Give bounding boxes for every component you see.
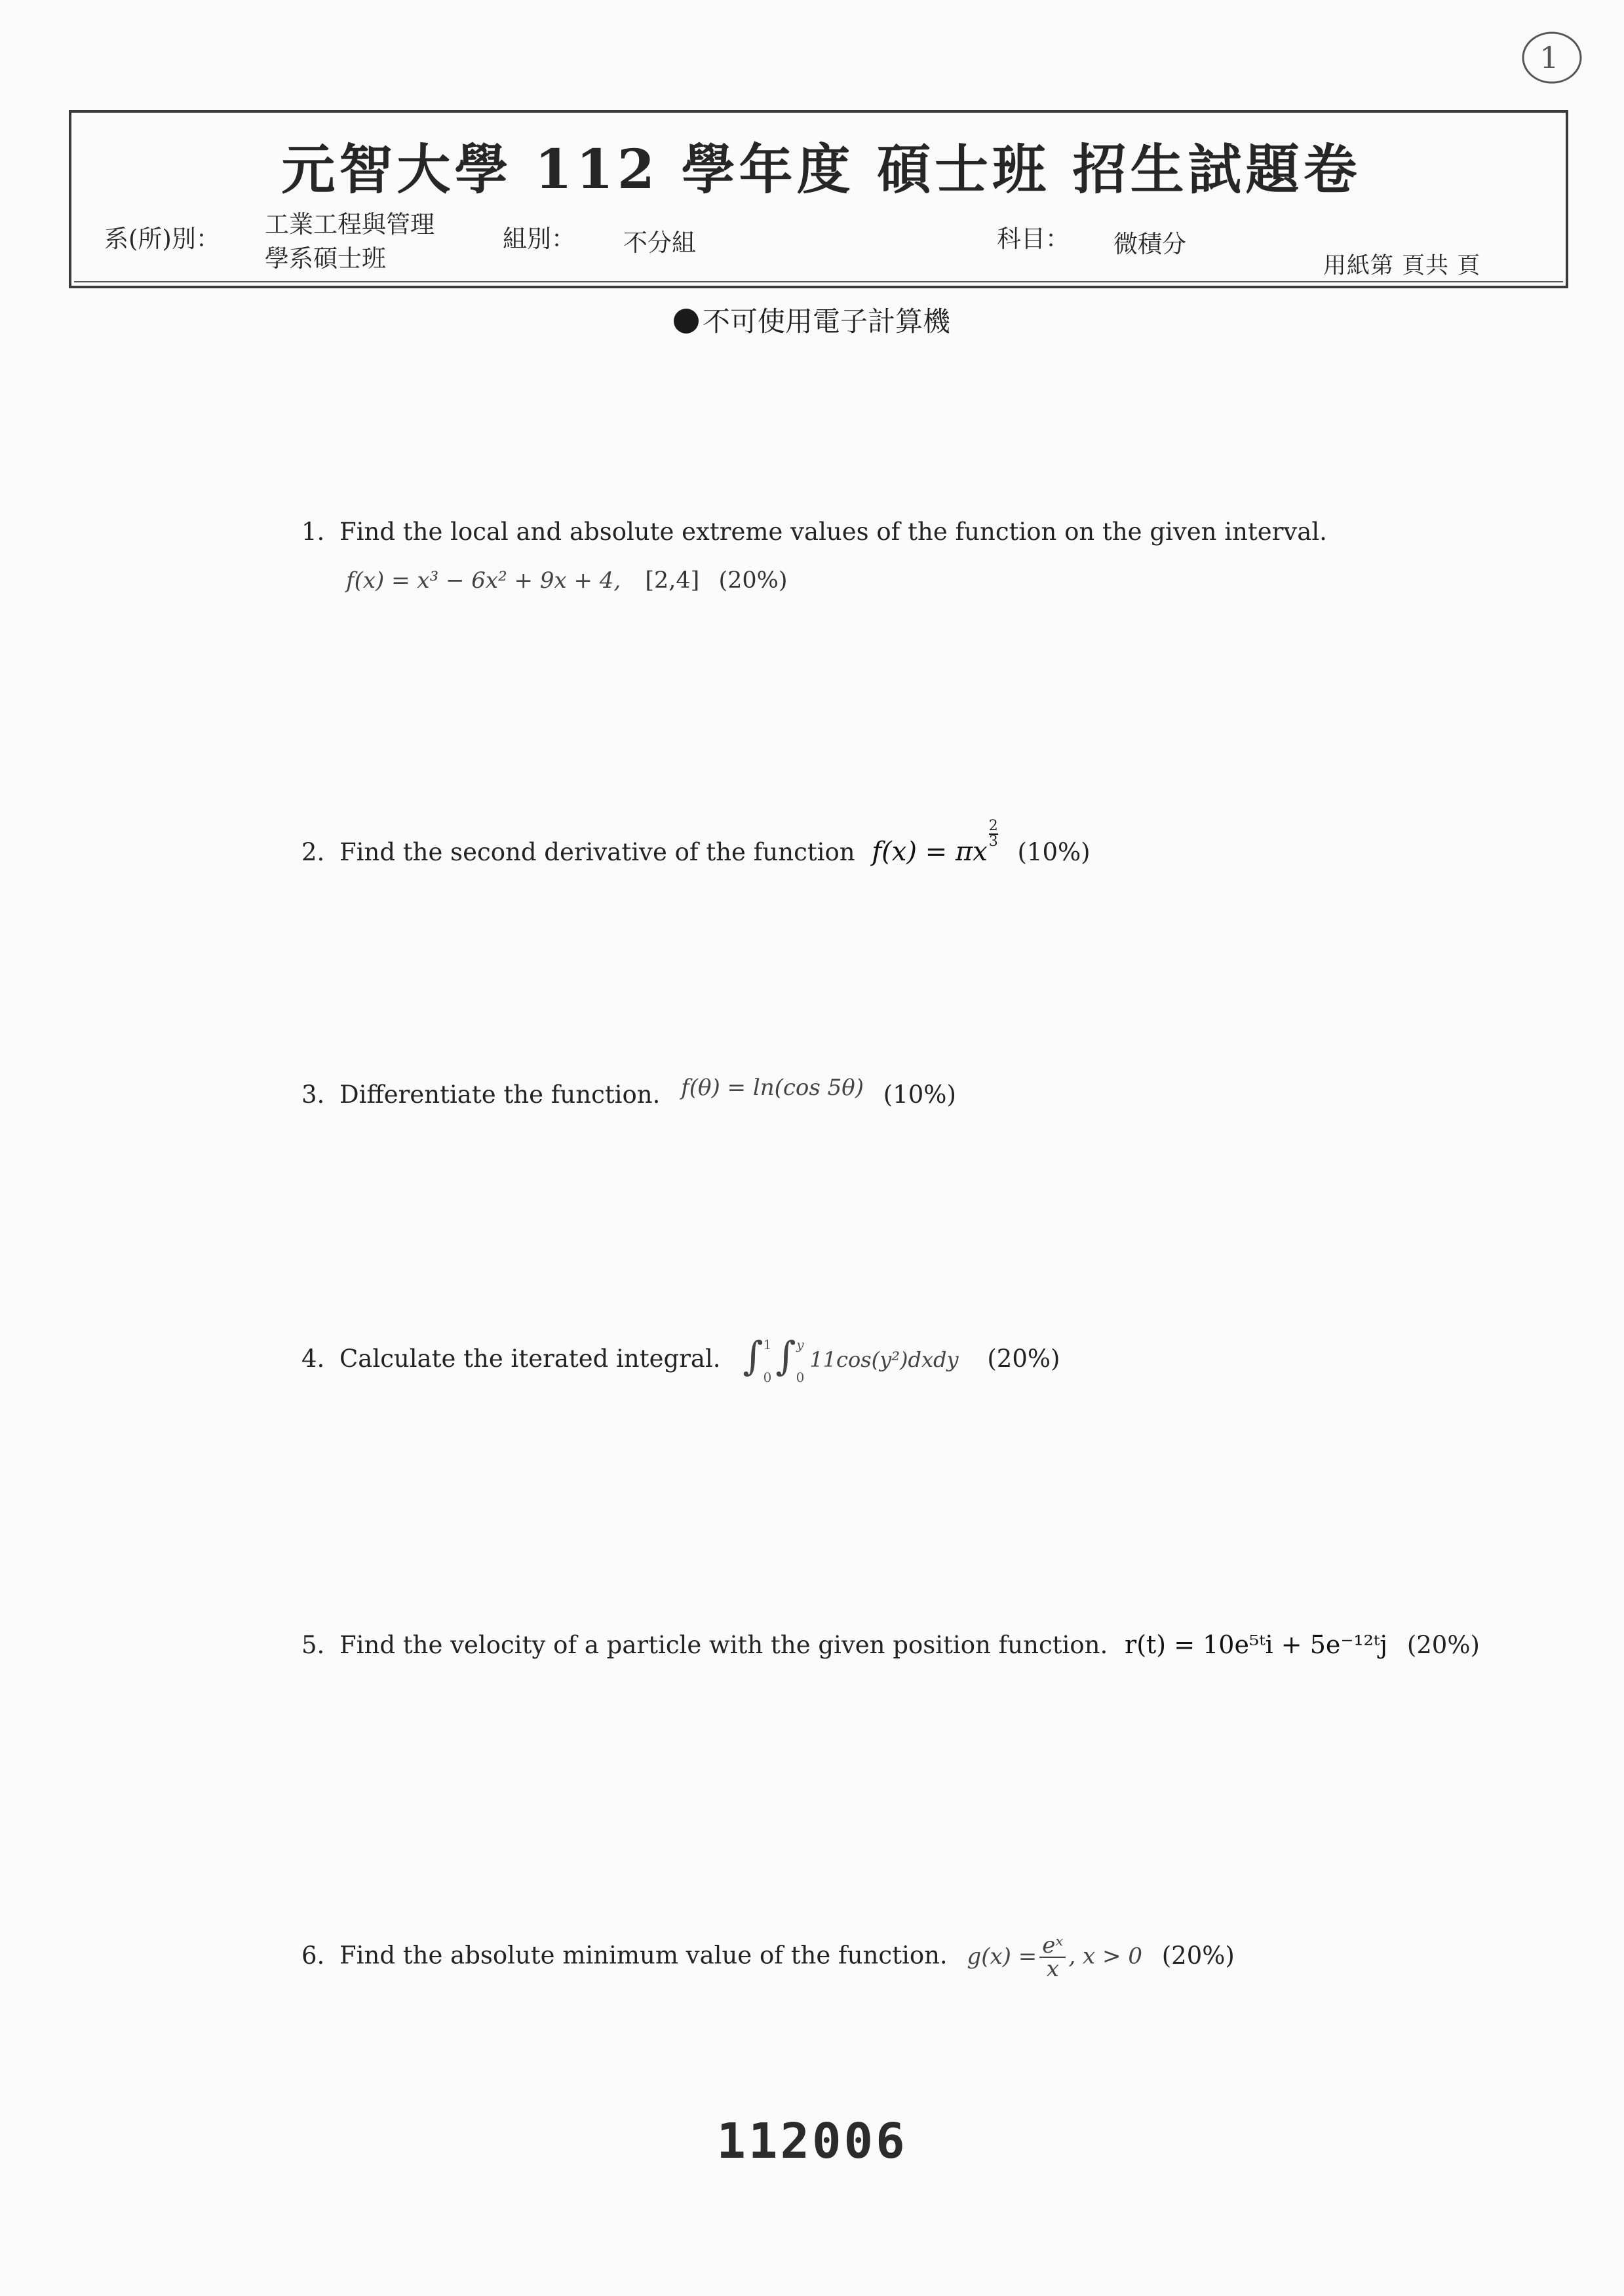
fraction-denominator: x — [1046, 1956, 1059, 1982]
exam-code: 112006 — [716, 2113, 908, 2170]
fractional-exponent — [989, 819, 998, 849]
exam-title: 元智大學 112 學年度 碩士班 招生試題卷 — [281, 138, 1361, 201]
fraction-numerator: eˣ — [1039, 1934, 1066, 1958]
question-weight: (20%) — [1406, 1631, 1480, 1659]
question-formula: f(x) = x³ − 6x² + 9x + 4, — [346, 567, 621, 594]
integral-sign-icon: ∫ — [775, 1333, 796, 1379]
exam-header-box — [69, 110, 1568, 288]
question-5 — [301, 1630, 1480, 1659]
integral-limits-outer — [764, 1338, 772, 1384]
formula-condition: , x > 0 — [1068, 1943, 1142, 1970]
question-6 — [301, 1934, 1235, 1980]
question-formula: r(t) = 10e⁵ᵗi + 5e⁻¹²ᵗj — [1125, 1630, 1388, 1659]
department-value-line2: 學系碩士班 — [265, 244, 386, 273]
question-text: Find the velocity of a particle with the given position function. — [339, 1631, 1108, 1659]
question-number: 1. — [301, 518, 325, 546]
calculator-notice-text: 不可使用電子計算機 — [702, 305, 950, 337]
svg-text:1: 1 — [1539, 40, 1559, 75]
sheet-page-info: 用紙第 頁共 頁 — [1323, 253, 1481, 279]
question-number: 3. — [301, 1081, 325, 1109]
question-weight: (10%) — [883, 1081, 956, 1109]
question-formula: f(θ) = ln(cos 5θ) — [681, 1075, 864, 1101]
question-weight: (10%) — [1017, 838, 1091, 866]
department-label: 系(所)別： — [104, 225, 220, 253]
question-1-formula-line — [346, 567, 788, 594]
question-number: 4. — [301, 1345, 325, 1373]
calculator-notice — [0, 300, 1624, 339]
question-number: 2. — [301, 838, 325, 866]
department-value-line1: 工業工程與管理 — [265, 210, 435, 239]
question-number: 6. — [301, 1941, 325, 1970]
exponent-numerator: 2 — [988, 818, 998, 834]
question-text: Calculate the iterated integral. — [339, 1345, 721, 1373]
question-3 — [301, 1075, 956, 1109]
upper-limit: y — [796, 1336, 804, 1352]
question-formula: f(x) = πx — [872, 837, 988, 867]
lower-limit: 0 — [763, 1369, 772, 1385]
bullet-dot-icon — [674, 309, 699, 334]
subject-value: 微積分 — [1113, 230, 1186, 258]
question-weight: (20%) — [1161, 1941, 1235, 1970]
integrand: 11cos(y²)dxdy — [809, 1347, 959, 1372]
formula-lhs: g(x) = — [967, 1943, 1037, 1970]
integral-limits-inner — [796, 1338, 805, 1384]
question-text: Differentiate the function. — [339, 1081, 661, 1109]
question-weight: (20%) — [987, 1345, 1060, 1373]
question-weight: (20%) — [718, 567, 788, 594]
group-label: 組別： — [503, 225, 575, 253]
question-text: Find the local and absolute extreme values of the function on the given interval. — [339, 518, 1327, 546]
upper-limit: 1 — [763, 1336, 772, 1352]
lower-limit: 0 — [796, 1369, 805, 1385]
question-1 — [301, 518, 1327, 546]
fraction — [1039, 1934, 1066, 1980]
question-4 — [301, 1333, 1060, 1384]
group-value: 不分組 — [623, 229, 696, 257]
handwritten-page-mark — [1519, 28, 1585, 88]
question-interval: [2,4] — [645, 567, 700, 594]
question-text: Find the second derivative of the function — [339, 838, 855, 866]
question-number: 5. — [301, 1631, 325, 1659]
question-2 — [301, 819, 1091, 867]
subject-label: 科目： — [997, 225, 1070, 253]
integral-sign-icon: ∫ — [743, 1333, 764, 1379]
question-text: Find the absolute minimum value of the function. — [339, 1941, 948, 1970]
exponent-denominator: 3 — [988, 833, 998, 850]
